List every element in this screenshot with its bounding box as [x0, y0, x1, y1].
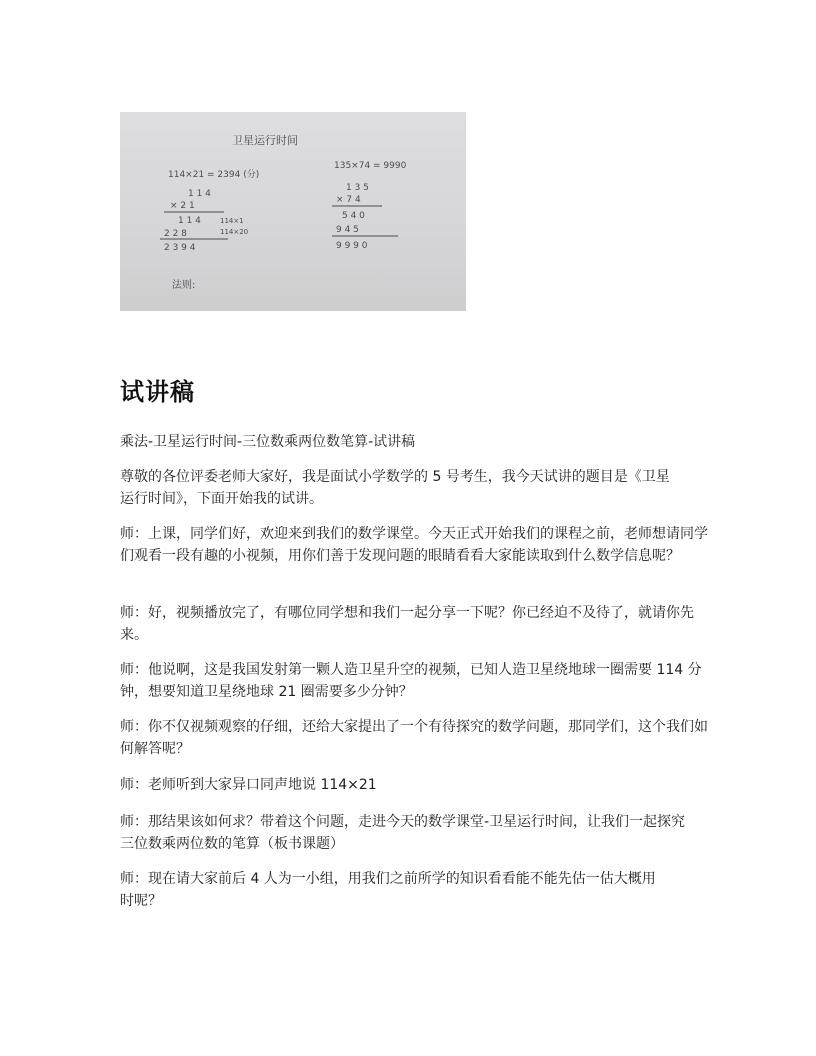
right-step-5: 9 9 9 0 — [336, 241, 368, 251]
photo-title: 卫星运行时间 — [232, 134, 298, 147]
left-step-5: 2 3 9 4 — [164, 243, 196, 253]
right-step-1: 1 3 5 — [346, 183, 369, 193]
paragraph-1: 师：上课，同学们好，欢迎来到我们的数学课堂。今天正式开始我们的课程之前，老师想请同学们观看一段有趣的小视频，用你们善于发现问题的眼睛看看大家能读取到什么数学信息呢？ — [120, 526, 708, 564]
left-note-2: 114×20 — [220, 228, 249, 236]
left-step-4: 2 2 8 — [164, 229, 187, 239]
right-step-4: 9 4 5 — [336, 225, 359, 235]
paragraph-intro: 尊敬的各位评委老师大家好，我是面试小学数学的 5 号考生，我今天试讲的题目是《卫星运行时间》，下面开始我的试讲。 — [120, 469, 670, 507]
paragraph-5: 师：老师听到大家异口同声地说 114×21 — [120, 777, 377, 793]
left-note-1: 114×1 — [220, 217, 244, 225]
paragraph-2: 师：好，视频播放完了，有哪位同学想和我们一起分享一下呢？你已经迫不及待了，就请你先来。 — [120, 605, 694, 643]
paragraph-4: 师：你不仅视频观察的仔细，还给大家提出了一个有待探究的数学问题，那同学们，这个我们如何解答呢？ — [120, 719, 708, 757]
left-step-1: 1 1 4 — [188, 189, 211, 199]
paragraph-6: 师：那结果该如何求？带着这个问题，走进今天的数学课堂-卫星运行时间，让我们一起探究三位数乘两位数的笔算（板书课题） — [120, 814, 686, 852]
blackboard-photo — [120, 112, 466, 311]
handwriting-figure — [120, 112, 466, 311]
paragraph-3: 师：他说啊，这是我国发射第一颗人造卫星升空的视频，已知人造卫星绕地球一圈需要 114 分钟，想要知道卫星绕地球 21 圈需要多少分钟？ — [120, 662, 702, 700]
paragraph-subtitle: 乘法-卫星运行时间-三位数乘两位数笔算-试讲稿 — [120, 434, 416, 450]
left-step-2: × 2 1 — [170, 201, 195, 211]
page-title: 试讲稿 — [120, 378, 195, 406]
left-equation: 114×21 = 2394 (分) — [168, 170, 260, 180]
right-step-3: 5 4 0 — [342, 211, 365, 221]
right-equation: 135×74 = 9990 — [334, 161, 407, 171]
rule-label: 法则: — [172, 280, 196, 291]
right-step-2: × 7 4 — [336, 195, 361, 205]
paragraph-7: 师：现在请大家前后 4 人为一小组，用我们之前所学的知识看看能不能先估一估大概用时呢？ — [120, 871, 656, 909]
left-step-3: 1 1 4 — [178, 216, 201, 226]
